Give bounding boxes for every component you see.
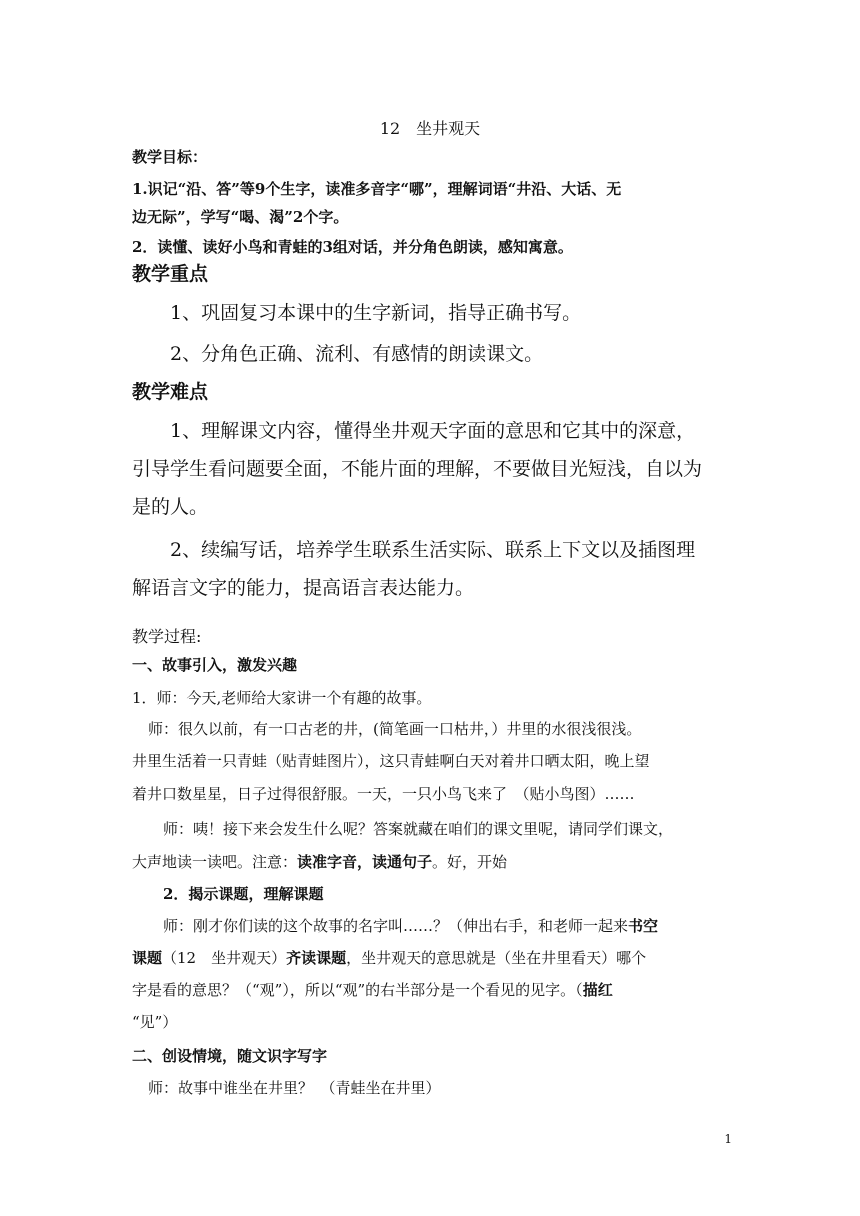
paragraph-4-emphasis-3: 齐读课题 [286, 949, 347, 967]
paragraph-4-line-2 [132, 947, 646, 968]
objectives-heading: 教学目标： [132, 148, 208, 166]
process-heading: 教学过程: [132, 627, 202, 646]
difficulty-2-line-1: 2、续编写话，培养学生联系生活实际、联系上下文以及插图理 [170, 539, 696, 561]
section-2-heading: 二、创设情境，随文识字写字 [132, 1047, 328, 1065]
paragraph-4-line-4: “见”） [132, 1013, 178, 1031]
paragraph-3-text-b: 。好，开始 [432, 853, 508, 871]
paragraph-4-emphasis-1: 书空 [628, 917, 659, 935]
objective-1-line-2: 边无际”，学写“喝、渴”2个字。 [132, 208, 349, 226]
lesson-title: 12 坐井观天 [379, 119, 481, 138]
paragraph-5: 师：故事中谁坐在井里？ （青蛙坐在井里） [148, 1079, 441, 1097]
paragraph-4-emphasis-2: 课题 [132, 949, 163, 967]
paragraph-1: 1．师：今天,老师给大家讲一个有趣的故事。 [132, 689, 432, 707]
paragraph-3-text-a: 大声地读一读吧。注意： [132, 853, 298, 871]
section-1-heading: 一、故事引入，激发兴趣 [132, 656, 298, 674]
key-point-2: 2、分角色正确、流利、有感情的朗读课文。 [170, 343, 544, 365]
key-points-heading: 教学重点 [132, 263, 209, 285]
paragraph-4-text-d: 字是看的意思？（“观”），所以“观”的右半部分是一个看见的见字。（ [132, 981, 583, 999]
paragraph-4-text-c: ，坐井观天的意思就是（坐在井里看天）哪个 [346, 949, 647, 967]
difficulty-2-line-2: 解语言文字的能力，提高语言表达能力。 [132, 577, 475, 599]
key-point-1: 1、巩固复习本课中的生字新词，指导正确书写。 [170, 302, 582, 324]
paragraph-3-emphasis: 读准字音，读通句子 [297, 853, 433, 871]
paragraph-2-line-2: 井里生活着一只青蛙（贴青蛙图片），这只青蛙啊白天对着井口晒太阳，晚上望 [132, 752, 650, 770]
paragraph-4-line-3 [132, 979, 613, 1000]
objective-2: 2．读懂、读好小鸟和青蛙的3组对话，并分角色朗读，感知寓意。 [132, 238, 573, 256]
objective-1-line-1: 1.识记“沿、答”等9个生字，读准多音字“哪”，理解词语“井沿、大话、无 [132, 180, 622, 198]
difficulty-1-line-2: 引导学生看问题要全面，不能片面的理解，不要做目光短浅，自以为 [132, 458, 703, 480]
difficulties-heading: 教学难点 [132, 381, 209, 403]
difficulty-1-line-3: 是的人。 [132, 496, 209, 518]
paragraph-4-text-b: （12 坐井观天） [162, 949, 287, 967]
paragraph-3-line-1: 师：咦！接下来会发生什么呢？答案就藏在咱们的课文里呢，请同学们课文， [163, 820, 674, 838]
paragraph-4-line-1 [163, 915, 658, 936]
page-number: 1 [724, 1132, 732, 1146]
paragraph-2-line-3: 着井口数星星，日子过得很舒服。一天，一只小鸟飞来了 （贴小鸟图）…… [132, 785, 635, 803]
difficulty-1-line-1: 1、理解课文内容，懂得坐井观天字面的意思和它其中的深意， [170, 420, 696, 442]
paragraph-3-line-2 [132, 851, 507, 872]
paragraph-4-text-a: 师：刚才你们读的这个故事的名字叫……？（伸出右手，和老师一起来 [163, 917, 629, 935]
paragraph-4-emphasis-4: 描红 [582, 981, 613, 999]
paragraph-2-line-1: 师：很久以前，有一口古老的井，(简笔画一口枯井，）井里的水很浅很浅。 [148, 720, 642, 738]
step-2-heading: 2．揭示课题，理解课题 [163, 885, 324, 903]
